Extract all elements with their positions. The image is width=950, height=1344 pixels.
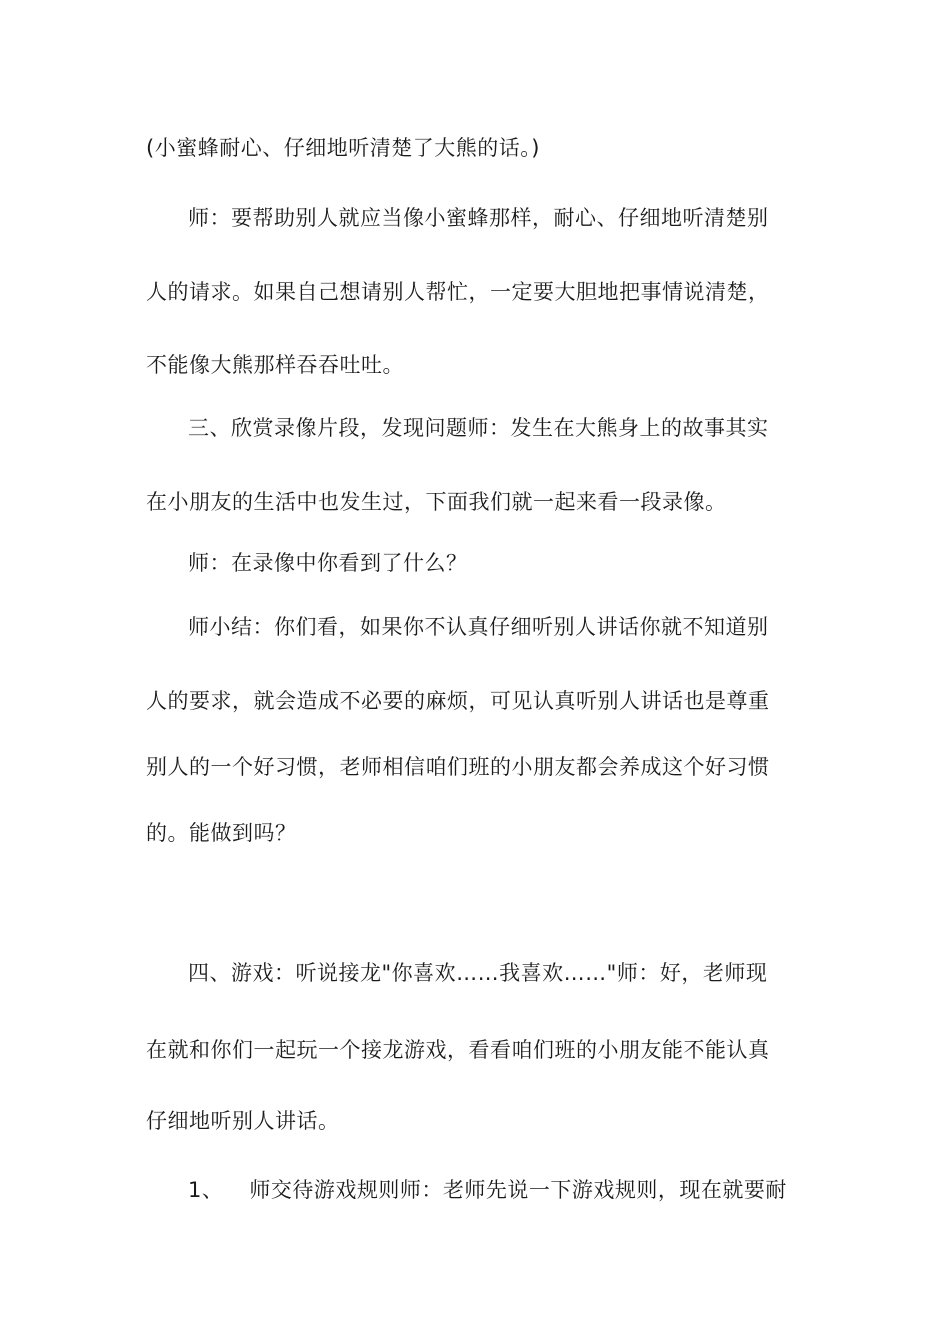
paragraph-line: 别人的一个好习惯，老师相信咱们班的小朋友都会养成这个好习惯 — [146, 755, 770, 779]
list-item-text: 师交待游戏规则师：老师先说一下游戏规则，现在就要耐 — [249, 1178, 787, 1202]
section-heading-line: 四、游戏：听说接龙"你喜欢……我喜欢……"师：好，老师现 — [188, 961, 768, 985]
list-item-number: 1、 — [188, 1178, 224, 1202]
paragraph-line: 的。能做到吗？ — [146, 821, 297, 845]
paragraph-line: 人的请求。如果自己想请别人帮忙，一定要大胆地把事情说清楚， — [146, 280, 770, 304]
paragraph-line: 师：在录像中你看到了什么？ — [188, 551, 468, 575]
section-heading-line: 三、欣赏录像片段，发现问题师：发生在大熊身上的故事其实 — [188, 416, 769, 440]
paragraph-line: 师：要帮助别人就应当像小蜜蜂那样，耐心、仔细地听清楚别 — [188, 206, 769, 230]
numbered-list-item — [188, 1175, 787, 1205]
paragraph-line: 在就和你们一起玩一个接龙游戏，看看咱们班的小朋友能不能认真 — [146, 1038, 770, 1062]
paragraph-line: 在小朋友的生活中也发生过，下面我们就一起来看一段录像。 — [146, 490, 727, 514]
paragraph-line: 人的要求，就会造成不必要的麻烦，可见认真听别人讲话也是尊重 — [146, 689, 770, 713]
paragraph-line: (小蜜蜂耐心、仔细地听清楚了大熊的话。) — [146, 136, 540, 160]
paragraph-line: 仔细地听别人讲话。 — [146, 1109, 340, 1133]
paragraph-line: 不能像大熊那样吞吞吐吐。 — [146, 353, 404, 377]
paragraph-line: 师小结：你们看，如果你不认真仔细听别人讲话你就不知道别 — [188, 615, 769, 639]
